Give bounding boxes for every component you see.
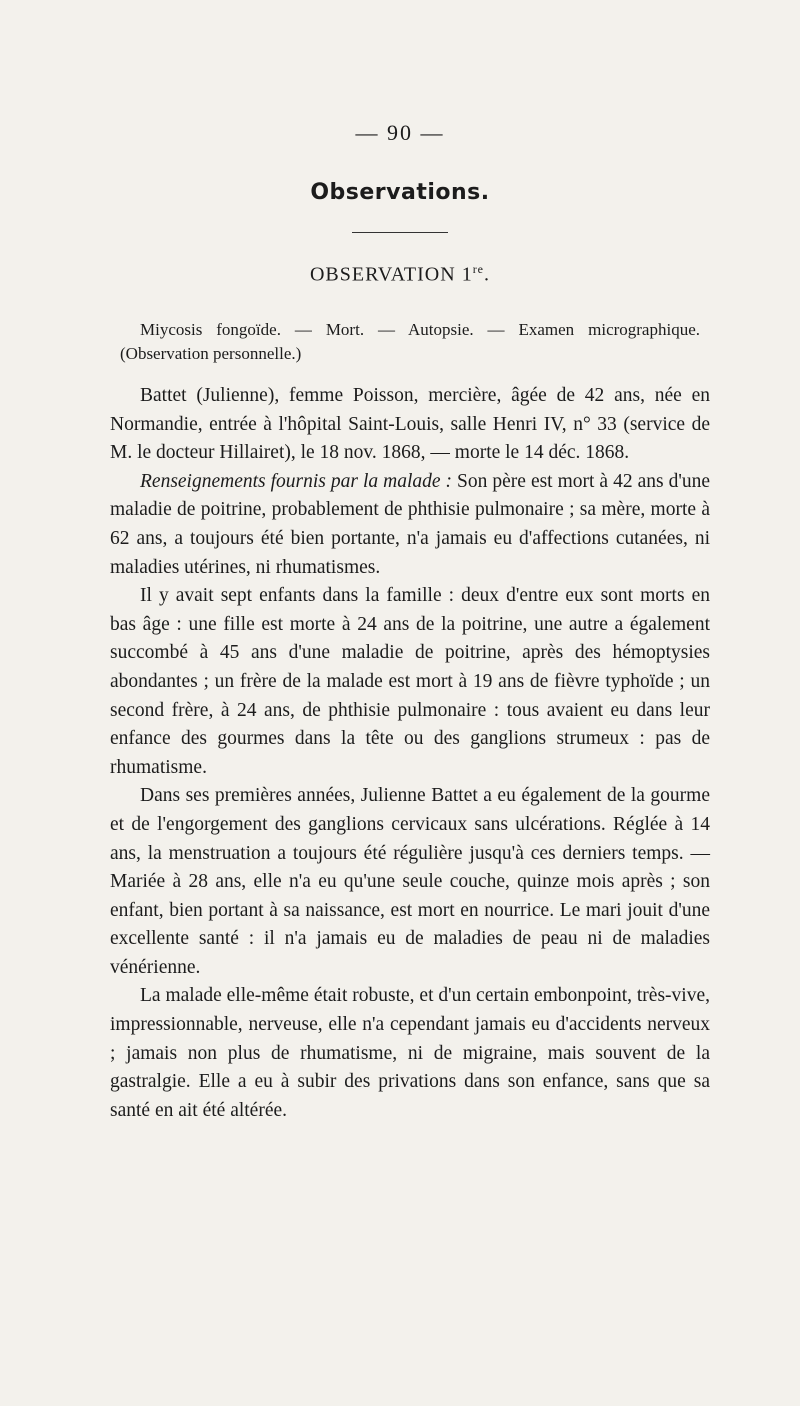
paragraph-early-years: Dans ses premières années, Julienne Battet a eu également de la gourme et de l'engorgement des ganglions cervicaux sans ulcérations. Réglée à 14 ans, la menstruation a toujours été régulière jusqu'à ces derniers temps. — Mariée à 28 ans, elle n'a eu qu'une seule couche, quinze mois après ; son enfant, bien portant à sa naissance, est mort en nourrice. Le mari jouit d'une excellente santé : il n'a jamais eu de maladies de peau ni de maladies vénérienne. (110, 785, 710, 978)
paragraph-lead-italic: Renseignements fournis par la malade : (140, 470, 453, 492)
paragraph-family-history (110, 468, 710, 582)
observation-heading-text: OBSERVATION (309, 263, 456, 286)
title-divider (352, 232, 448, 233)
body-text (110, 382, 710, 1125)
observation-ordinal-number: 1 (461, 263, 473, 286)
observation-ordinal: re (472, 262, 485, 276)
paragraph-siblings: Il y avait sept enfants dans la famille : deux d'entre eux sont morts en bas âge : une fille est morte à 24 ans de la poitrine, une autre a également succombé à 45 ans d'une maladie de poitrine, après des hémoptysies abondantes ; un frère de la malade est mort à 19 ans de fièvre typhoïde ; un second frère, à 24 ans, de phthisie pulmonaire : tous avaient eu dans leur enfance des gourmes dans la tête ou des ganglions strumeux : pas de rhumatisme. (110, 585, 710, 778)
observation-heading: OBSERVATION 1re. (309, 262, 491, 286)
paragraph-family-history-text: Son père est mort à 42 ans d'une maladie de poitrine, probablement de phthisie pulmonaire ; sa mère, morte à 62 ans, a toujours été bien portante, n'a jamais eu d'affections cutanées, ni maladies utérines, ni rhumatismes. (110, 470, 710, 578)
section-title: Observations. (310, 180, 490, 205)
page-number: — 90 — (355, 120, 445, 145)
paragraph-patient-intro: Battet (Julienne), femme Poisson, mercière, âgée de 42 ans, née en Normandie, entrée à l'hôpital Saint-Louis, salle Henri IV, n° 33 (service de M. le docteur Hillairet), le 18 nov. 1868, — morte le 14 déc. 1868. (110, 385, 710, 464)
observation-summary: Miycosis fongoïde. — Mort. — Autopsie. — Examen micrographique. (Observation personnelle.) (120, 320, 700, 363)
paragraph-constitution: La malade elle-même était robuste, et d'un certain embonpoint, très-vive, impressionnable, nerveuse, elle n'a cependant jamais eu d'accidents nerveux ; jamais non plus de rhumatisme, ni de migraine, mais souvent de la gastralgie. Elle a eu à subir des privations dans son enfance, sans que sa santé en ait été altérée. (110, 985, 710, 1121)
